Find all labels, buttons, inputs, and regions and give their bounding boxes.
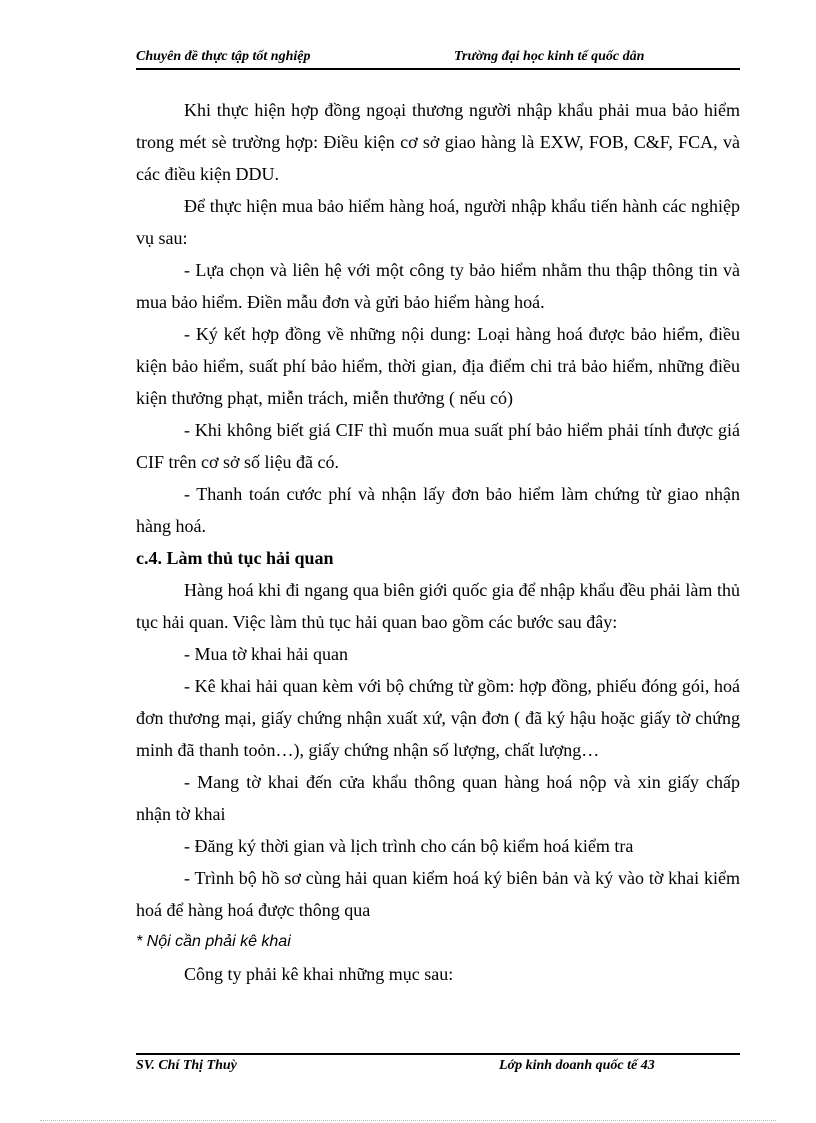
list-item-declare-documents: - Kê khai hải quan kèm với bộ chứng từ gồm: hợp đồng, phiếu đóng gói, hoá đơn thương mại, giấy chứng nhận xuất xứ, vận đơn ( đã ký hậu hoặc giấy tờ chứng minh đã thanh toỏn…), giấy chứng nhận số lượng, chất lượng… xyxy=(136,676,740,760)
paragraph-declaration-items: Công ty phải kê khai những mục sau: xyxy=(184,964,454,984)
paragraph-insurance-steps: Để thực hiện mua bảo hiểm hàng hoá, người nhập khẩu tiến hành các nghiệp vụ sau: xyxy=(136,196,740,248)
list-item-sign-contract: - Ký kết hợp đồng về những nội dung: Loại hàng hoá được bảo hiểm, điều kiện bảo hiểm, suất phí bảo hiểm, thời gian, địa điểm chi trả bảo hiểm, những điều kiện thưởng phạt, miễn trách, miễn thưởng ( nếu có) xyxy=(136,324,740,408)
list-item-buy-declaration: - Mua tờ khai hải quan xyxy=(184,644,348,664)
footer-class-name: Lớp kinh doanh quốc tế 43 xyxy=(499,1058,655,1073)
page-header xyxy=(136,47,740,67)
list-item-select-insurer: - Lựa chọn và liên hệ với một công ty bảo hiểm nhằm thu thập thông tin và mua bảo hiểm. Điền mẫu đơn và gửi bảo hiểm hàng hoá. xyxy=(136,260,740,312)
list-item-submit-declaration: - Mang tờ khai đến cửa khẩu thông quan hàng hoá nộp và xin giấy chấp nhận tờ khai xyxy=(136,772,740,824)
document-body xyxy=(136,94,740,990)
paragraph-customs-intro: Hàng hoá khi đi ngang qua biên giới quốc gia để nhập khẩu đều phải làm thủ tục hải quan. Việc làm thủ tục hải quan bao gồm các bước sau đây: xyxy=(136,580,740,632)
paragraph-insurance-intro: Khi thực hiện hợp đồng ngoại thương người nhập khẩu phải mua bảo hiểm trong mét sè trường hợp: Điều kiện cơ sở giao hàng là EXW, FOB, C&F, FCA, và các điều kiện DDU. xyxy=(136,100,740,184)
list-item-pay-premium: - Thanh toán cước phí và nhận lấy đơn bảo hiểm làm chứng từ giao nhận hàng hoá. xyxy=(136,484,740,536)
section-heading-customs: c.4. Làm thủ tục hải quan xyxy=(136,548,334,568)
page-bottom-dotted-border xyxy=(40,1120,776,1121)
footer-divider xyxy=(136,1053,740,1055)
header-thesis-title: Chuyên đề thực tập tốt nghiệp xyxy=(136,49,311,64)
list-item-register-inspection: - Đăng ký thời gian và lịch trình cho cán bộ kiểm hoá kiểm tra xyxy=(184,836,634,856)
footer-student-name: SV. Chí Thị Thuỳ xyxy=(136,1058,237,1073)
subheading-declaration-content: * Nội cần phải kê khai xyxy=(136,933,291,950)
list-item-present-dossier: - Trình bộ hồ sơ cùng hải quan kiểm hoá ký biên bản và ký vào tờ khai kiểm hoá để hàng hoá được thông qua xyxy=(136,868,740,920)
header-divider xyxy=(136,68,740,70)
list-item-cif-price: - Khi không biết giá CIF thì muốn mua suất phí bảo hiểm phải tính được giá CIF trên cơ sở số liệu đã có. xyxy=(136,420,740,472)
header-university: Trường đại học kinh tế quốc dân xyxy=(454,49,645,64)
page-footer xyxy=(136,1058,740,1078)
